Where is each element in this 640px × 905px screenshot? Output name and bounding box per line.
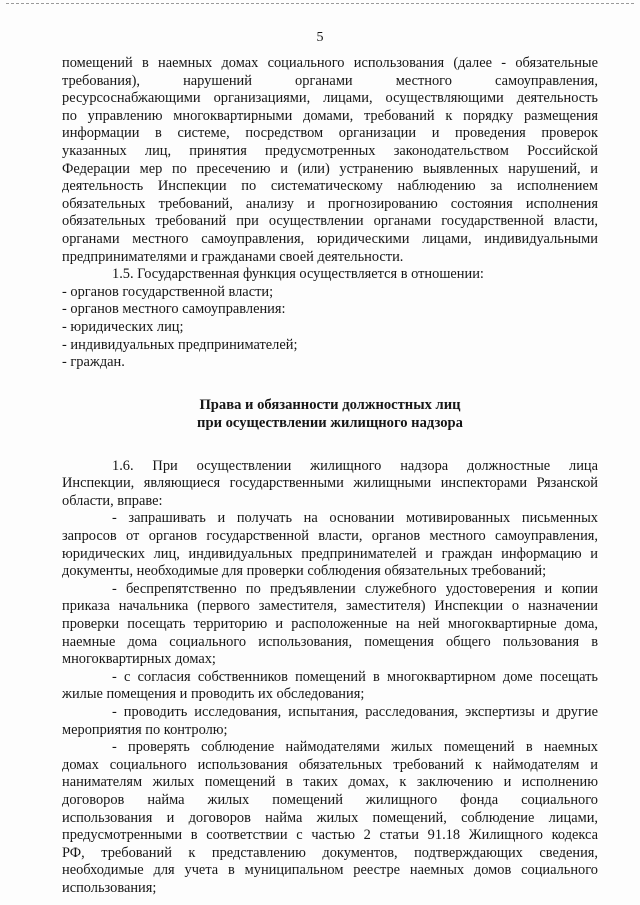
text-line: области, вправе:	[62, 492, 163, 509]
text-line: - проверять соблюдение наймодателями жилых помещений в наемных	[112, 739, 598, 756]
text-line: запросов от органов государственной власти, органов местного самоуправления,	[62, 528, 598, 545]
text-line: предусмотренными в соответствии с частью 2 статьи 91.18 Жилищного кодекса	[62, 827, 598, 844]
list-item	[62, 581, 598, 669]
text-line: 1.6. При осуществлении жилищного надзора должностные лица	[112, 457, 598, 474]
text-line: жилые помещения и проводить их обследования;	[62, 686, 365, 703]
text-line: обязательных требований, анализу и прогнозированию состояния исполнения	[62, 195, 598, 212]
text-line: органами местного самоуправления, юридическими лицами, индивидуальными	[62, 230, 598, 247]
text-line: - запрашивать и получать на основании мотивированных письменных	[112, 510, 598, 527]
list-item	[62, 510, 598, 580]
text-line: домах социального использования обязательных требований к наймодателям и	[62, 756, 598, 773]
list-item	[62, 704, 598, 739]
text-line: юридических лиц, индивидуальных предпринимателей и граждан информацию и	[62, 545, 598, 562]
paragraph-top	[62, 55, 598, 266]
text-line: - с согласия собственников помещений в многоквартирном доме посещать	[112, 668, 598, 685]
section-1-6	[62, 458, 598, 898]
text-line: предпринимателями и гражданами своей деятельности.	[62, 248, 404, 265]
document-body	[62, 55, 598, 898]
text-line: РФ, требований к представлению документов, подтверждающих сведения,	[62, 844, 598, 861]
section-heading	[62, 396, 598, 432]
list-item: - органов местного самоуправления:	[62, 301, 286, 318]
text-line: информации в системе, посредством организации и проведения проверок	[62, 125, 598, 142]
section-1-5	[62, 266, 598, 372]
section-1-5-intro: 1.5. Государственная функция осуществляется в отношении:	[112, 266, 484, 283]
list-item	[62, 669, 598, 704]
text-line: документы, необходимые для проверки соблюдения обязательных требований;	[62, 563, 547, 580]
text-line: Федерации мер по пресечению и (или) устранению выявленных нарушений, и	[62, 160, 598, 177]
text-line: договоров найма жилых помещений жилищного фонда социального	[62, 791, 598, 808]
text-line: наемные дома социального использования, помещения общего пользования в	[62, 633, 598, 650]
page-number: 5	[316, 30, 324, 45]
list-item	[62, 739, 598, 897]
text-line: нанимателям жилых помещений в таких домах, к заключению и исполнению	[62, 774, 598, 791]
text-line: требования), нарушений органами местного самоуправления,	[62, 72, 598, 89]
heading-line: Права и обязанности должностных лиц	[199, 396, 461, 413]
text-line: ресурсоснабжающими организациями, лицами, осуществляющими деятельность	[62, 90, 598, 107]
text-line: проверки посещать территорию и расположенные на ней многоквартирные дома,	[62, 616, 598, 633]
text-line: по управлению многоквартирными домами, требований к порядку размещения	[62, 107, 598, 124]
list-item: - индивидуальных предпринимателей;	[62, 336, 298, 353]
scan-top-border	[6, 3, 634, 4]
text-line: указанных лиц, принятия предусмотренных законодательством Российской	[62, 142, 598, 159]
text-line: использования и договоров найма жилых помещений, соблюдение лицами,	[62, 809, 598, 826]
text-line: обязательных требований при осуществлении органами государственной власти,	[62, 213, 598, 230]
text-line: приказа начальника (первого заместителя, заместителя) Инспекции о назначении	[62, 598, 598, 615]
text-line: деятельность Инспекции по систематическому наблюдению за исполнением	[62, 178, 598, 195]
text-line: использования;	[62, 879, 157, 896]
text-line: необходимые для учета в муниципальном реестре наемных домов социального	[62, 862, 598, 879]
text-line: многоквартирных домах;	[62, 651, 216, 668]
text-line: помещений в наемных домах социального использования (далее - обязательные	[62, 55, 598, 71]
list-item: - юридических лиц;	[62, 318, 184, 335]
list-item: - граждан.	[62, 354, 125, 371]
list-item: - органов государственной власти;	[62, 283, 274, 300]
text-line: - проводить исследования, испытания, расследования, экспертизы и другие	[112, 704, 598, 720]
text-line: Инспекции, являющиеся государственными жилищными инспекторами Рязанской	[62, 475, 598, 492]
heading-line: при осуществлении жилищного надзора	[197, 414, 463, 431]
text-line: мероприятия по контролю;	[62, 721, 228, 738]
text-line: - беспрепятственно по предъявлении служебного удостоверения и копии	[112, 580, 598, 597]
